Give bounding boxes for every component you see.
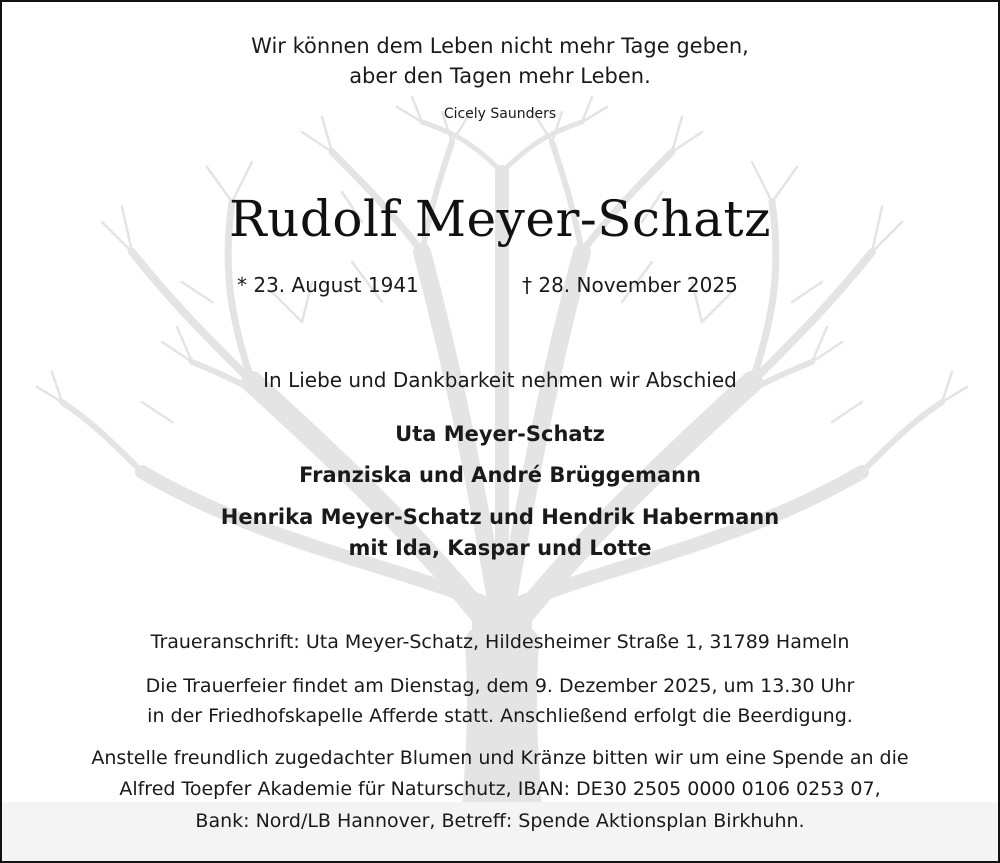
farewell-text: In Liebe und Dankbarkeit nehmen wir Abschied bbox=[263, 368, 737, 392]
death-date: † 28. November 2025 bbox=[522, 273, 738, 297]
quote-author: Cicely Saunders bbox=[443, 106, 557, 122]
deceased-name: Rudolf Meyer-Schatz bbox=[229, 190, 771, 248]
donation-line: Alfred Toepfer Akademie für Naturschutz, IBAN: DE30 2505 0000 0106 0253 07, bbox=[119, 778, 881, 800]
family-member: Uta Meyer-Schatz bbox=[395, 422, 605, 446]
service-line: Die Trauerfeier findet am Dienstag, dem 9. Dezember 2025, um 13.30 Uhr bbox=[145, 675, 855, 697]
quote-line-2: aber den Tagen mehr Leben. bbox=[349, 64, 651, 88]
family-member: Henrika Meyer-Schatz und Hendrik Habermann bbox=[220, 505, 780, 529]
service-line: in der Friedhofskapelle Afferde statt. Anschließend erfolgt die Beerdigung. bbox=[147, 705, 853, 727]
life-dates bbox=[2, 273, 998, 301]
mourning-address: Traueranschrift: Uta Meyer-Schatz, Hildesheimer Straße 1, 31789 Hameln bbox=[150, 631, 850, 653]
birth-date: * 23. August 1941 bbox=[237, 273, 419, 297]
quote-line-1: Wir können dem Leben nicht mehr Tage geben, bbox=[251, 34, 749, 58]
family-member: Franziska und André Brüggemann bbox=[299, 463, 701, 487]
donation-line: Anstelle freundlich zugedachter Blumen und Kränze bitten wir um eine Spende an die bbox=[91, 747, 909, 769]
family-member: mit Ida, Kaspar und Lotte bbox=[348, 536, 652, 560]
donation-line: Bank: Nord/LB Hannover, Betreff: Spende Aktionsplan Birkhuhn. bbox=[195, 810, 805, 832]
